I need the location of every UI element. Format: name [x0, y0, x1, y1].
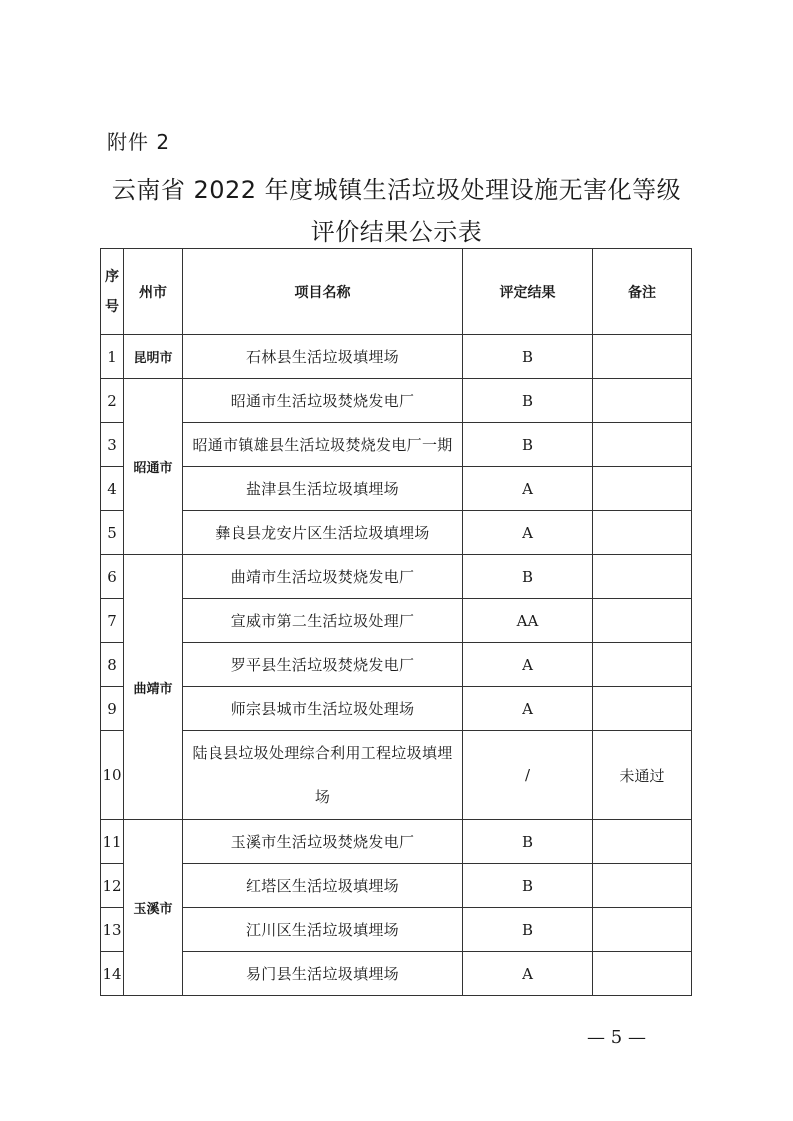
- header-project-name: 项目名称: [183, 249, 463, 335]
- row-seq: 4: [101, 467, 124, 511]
- row-project-name: 师宗县城市生活垃圾处理场: [183, 687, 463, 731]
- row-project-name: 易门县生活垃圾填埋场: [183, 952, 463, 996]
- table-row: [101, 908, 692, 952]
- row-project-name: 彝良县龙安片区生活垃圾填埋场: [183, 511, 463, 555]
- table-row: [101, 467, 692, 511]
- city-kunming: 昆明市: [124, 335, 183, 379]
- header-seq-top: 序: [105, 268, 119, 285]
- row-remark: [593, 643, 692, 687]
- row-remark: [593, 908, 692, 952]
- header-seq: [101, 249, 124, 335]
- row-seq: 14: [101, 952, 124, 996]
- row-seq: 2: [101, 379, 124, 423]
- table-row: [101, 687, 692, 731]
- row-grade: A: [463, 952, 593, 996]
- row-grade: B: [463, 864, 593, 908]
- row-project-name: 罗平县生活垃圾焚烧发电厂: [183, 643, 463, 687]
- row-remark: [593, 555, 692, 599]
- row-project-name: [183, 731, 463, 820]
- table-row: [101, 731, 692, 820]
- table-header-row: [101, 249, 692, 335]
- row-remark: [593, 511, 692, 555]
- header-remark: 备注: [593, 249, 692, 335]
- row-project-name: 盐津县生活垃圾填埋场: [183, 467, 463, 511]
- row-grade: A: [463, 467, 593, 511]
- row-remark: [593, 423, 692, 467]
- row-grade: A: [463, 687, 593, 731]
- row-seq: 11: [101, 820, 124, 864]
- table-row: [101, 423, 692, 467]
- table-row: [101, 643, 692, 687]
- city-yuxi: 玉溪市: [124, 820, 183, 996]
- row-seq: 6: [101, 555, 124, 599]
- row-seq: 7: [101, 599, 124, 643]
- row-remark: [593, 467, 692, 511]
- row-remark: [593, 952, 692, 996]
- row-seq: 10: [101, 731, 124, 820]
- row-grade: B: [463, 908, 593, 952]
- table-row: [101, 820, 692, 864]
- table-row: [101, 864, 692, 908]
- row-project-name-line2: 场: [314, 788, 331, 806]
- row-remark: [593, 335, 692, 379]
- row-project-name: 曲靖市生活垃圾焚烧发电厂: [183, 555, 463, 599]
- row-project-name: 昭通市镇雄县生活垃圾焚烧发电厂一期: [183, 423, 463, 467]
- row-project-name: 昭通市生活垃圾焚烧发电厂: [183, 379, 463, 423]
- city-qujing: 曲靖市: [124, 555, 183, 820]
- page-number: — 5 —: [587, 1027, 646, 1048]
- row-project-name-line1: 陆良县垃圾处理综合利用工程垃圾填埋: [192, 744, 453, 762]
- table-row: [101, 335, 692, 379]
- row-seq: 8: [101, 643, 124, 687]
- row-grade: B: [463, 555, 593, 599]
- document-title: 云南省 2022 年度城镇生活垃圾处理设施无害化等级: [111, 176, 682, 204]
- row-seq: 9: [101, 687, 124, 731]
- row-grade: B: [463, 379, 593, 423]
- row-grade: A: [463, 643, 593, 687]
- row-remark: [593, 820, 692, 864]
- row-grade: AA: [463, 599, 593, 643]
- row-grade: B: [463, 820, 593, 864]
- row-grade: /: [463, 731, 593, 820]
- table-row: [101, 599, 692, 643]
- header-grade: 评定结果: [463, 249, 593, 335]
- table-row: [101, 379, 692, 423]
- table-row: [101, 511, 692, 555]
- row-project-name: 红塔区生活垃圾填埋场: [183, 864, 463, 908]
- row-remark: 未通过: [593, 731, 692, 820]
- row-project-name: 石林县生活垃圾填埋场: [183, 335, 463, 379]
- row-grade: B: [463, 423, 593, 467]
- row-seq: 1: [101, 335, 124, 379]
- row-seq: 5: [101, 511, 124, 555]
- document-subtitle: 评价结果公示表: [310, 218, 483, 246]
- row-remark: [593, 864, 692, 908]
- city-zhaotong: 昭通市: [124, 379, 183, 555]
- row-project-name: 玉溪市生活垃圾焚烧发电厂: [183, 820, 463, 864]
- row-seq: 13: [101, 908, 124, 952]
- row-project-name: 宣威市第二生活垃圾处理厂: [183, 599, 463, 643]
- row-project-name: 江川区生活垃圾填埋场: [183, 908, 463, 952]
- table-row: [101, 952, 692, 996]
- row-remark: [593, 379, 692, 423]
- table-row: [101, 555, 692, 599]
- header-city: 州市: [124, 249, 183, 335]
- row-seq: 12: [101, 864, 124, 908]
- row-seq: 3: [101, 423, 124, 467]
- row-grade: B: [463, 335, 593, 379]
- header-seq-bottom: 号: [105, 298, 119, 315]
- evaluation-results-table: [100, 248, 692, 996]
- attachment-label: 附件 2: [107, 130, 171, 154]
- row-remark: [593, 687, 692, 731]
- row-grade: A: [463, 511, 593, 555]
- row-remark: [593, 599, 692, 643]
